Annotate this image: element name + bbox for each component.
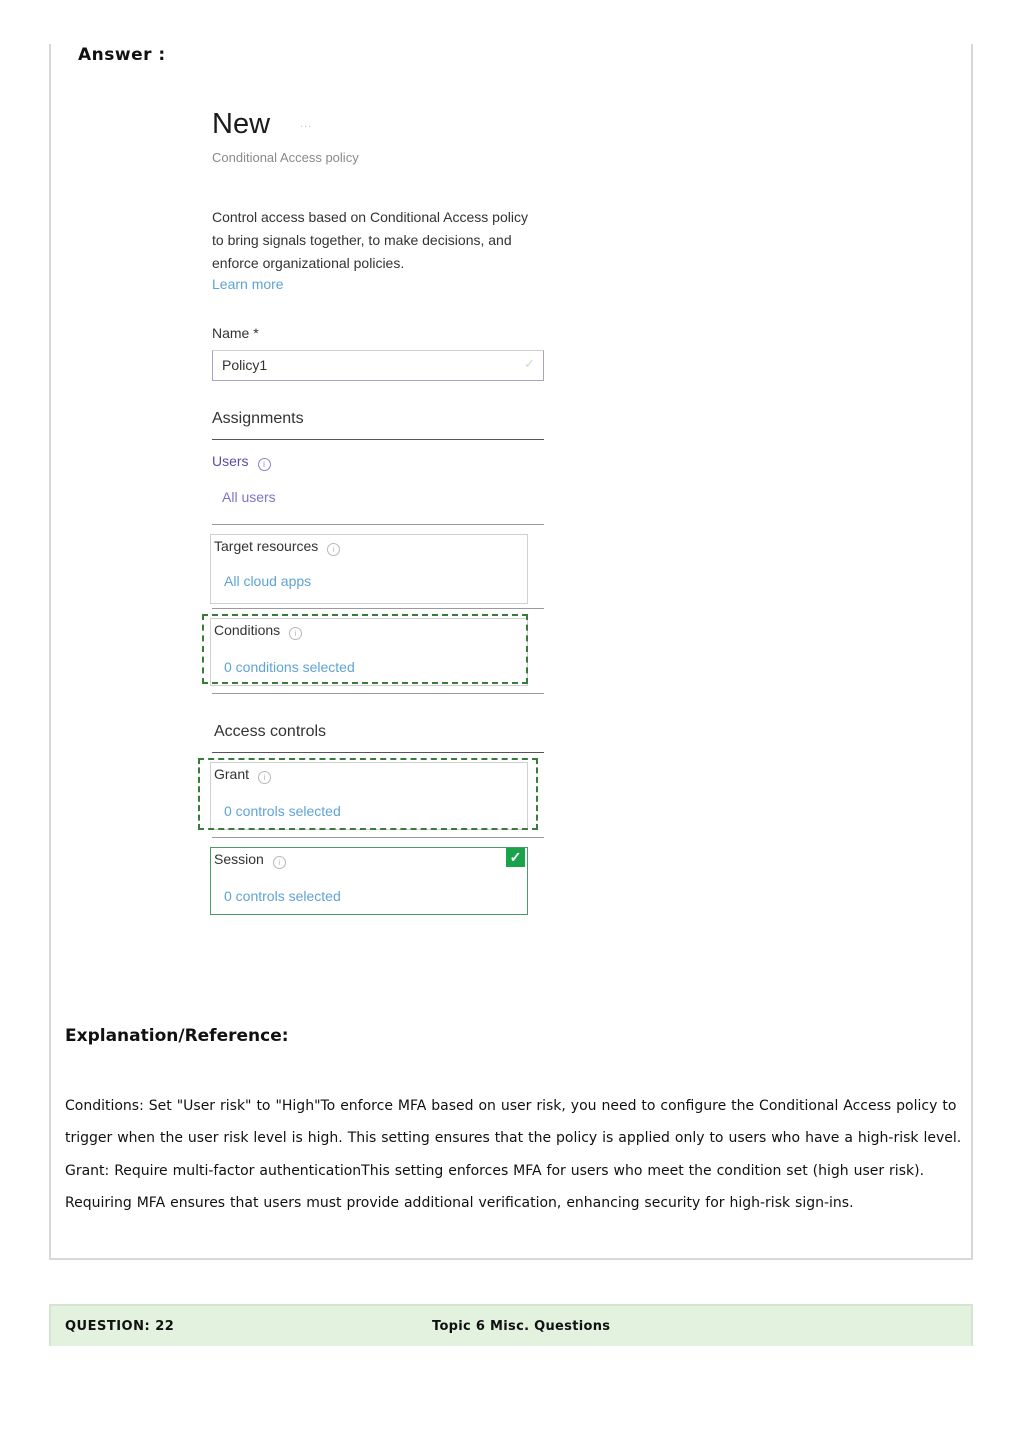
grant-value-link[interactable]: 0 controls selected (224, 803, 341, 819)
grant-label-text: Grant (214, 766, 250, 782)
blade-description: Control access based on Conditional Access policy to bring signals together, to make decisions, and enforce organizational policies. (212, 209, 528, 271)
grant-divider (212, 837, 544, 838)
info-icon: i (258, 771, 271, 784)
name-field-label: Name * (212, 325, 259, 341)
explanation-text (65, 1090, 962, 1219)
users-label-text: Users (212, 453, 249, 469)
conditions-value-link[interactable]: 0 conditions selected (224, 659, 355, 675)
grant-label (214, 766, 271, 784)
info-icon: i (273, 856, 286, 869)
question-bar (49, 1304, 973, 1346)
session-value-link[interactable]: 0 controls selected (224, 888, 341, 904)
conditions-label (214, 622, 302, 640)
assignments-heading: Assignments (212, 410, 304, 427)
target-resources-value-link[interactable]: All cloud apps (224, 573, 312, 589)
target-divider (212, 608, 544, 609)
question-topic: Topic 6 Misc. Questions (432, 1319, 611, 1334)
users-divider (212, 524, 544, 525)
name-input[interactable] (212, 350, 544, 381)
explanation-line: Requiring MFA ensures that users must provide additional verification, enhancing security for high-risk sign-ins. (65, 1194, 854, 1211)
users-label[interactable] (212, 453, 271, 471)
explanation-heading: Explanation/Reference: (65, 1026, 289, 1046)
target-resources-label (214, 538, 340, 556)
info-icon: i (327, 543, 340, 556)
answer-label: Answer : (78, 45, 166, 65)
check-icon: ✓ (506, 848, 525, 867)
learn-more-link[interactable]: Learn more (212, 276, 284, 292)
explanation-line: Conditions: Set "User risk" to "High"To enforce MFA based on user risk, you need to configure the Conditional Access policy to (65, 1098, 957, 1114)
explanation-line: trigger when the user risk level is high. This setting ensures that the policy is applied only to users who have a high-risk level. (65, 1130, 962, 1147)
conditional-access-screenshot (196, 100, 556, 930)
conditions-label-text: Conditions (214, 622, 281, 638)
explanation-line: Grant: Require multi-factor authenticationThis setting enforces MFA for users who meet the condition set (high user risk). (65, 1162, 925, 1179)
assignments-divider (212, 439, 544, 440)
target-resources-label-text: Target resources (214, 538, 319, 554)
more-options-icon[interactable]: ... (300, 118, 313, 130)
conditions-divider (212, 693, 544, 694)
question-number: QUESTION: 22 (65, 1319, 175, 1334)
users-value-link[interactable]: All users (222, 489, 276, 505)
blade-title: New (212, 108, 271, 140)
name-input-value: Policy1 (222, 357, 268, 373)
access-controls-divider (212, 752, 544, 753)
blade-subtitle: Conditional Access policy (212, 150, 359, 165)
info-icon: i (289, 627, 302, 640)
session-label (214, 851, 286, 869)
access-controls-heading: Access controls (214, 723, 327, 740)
valid-check-icon: ✓ (524, 356, 535, 371)
session-label-text: Session (214, 851, 264, 867)
info-icon: i (258, 458, 271, 471)
